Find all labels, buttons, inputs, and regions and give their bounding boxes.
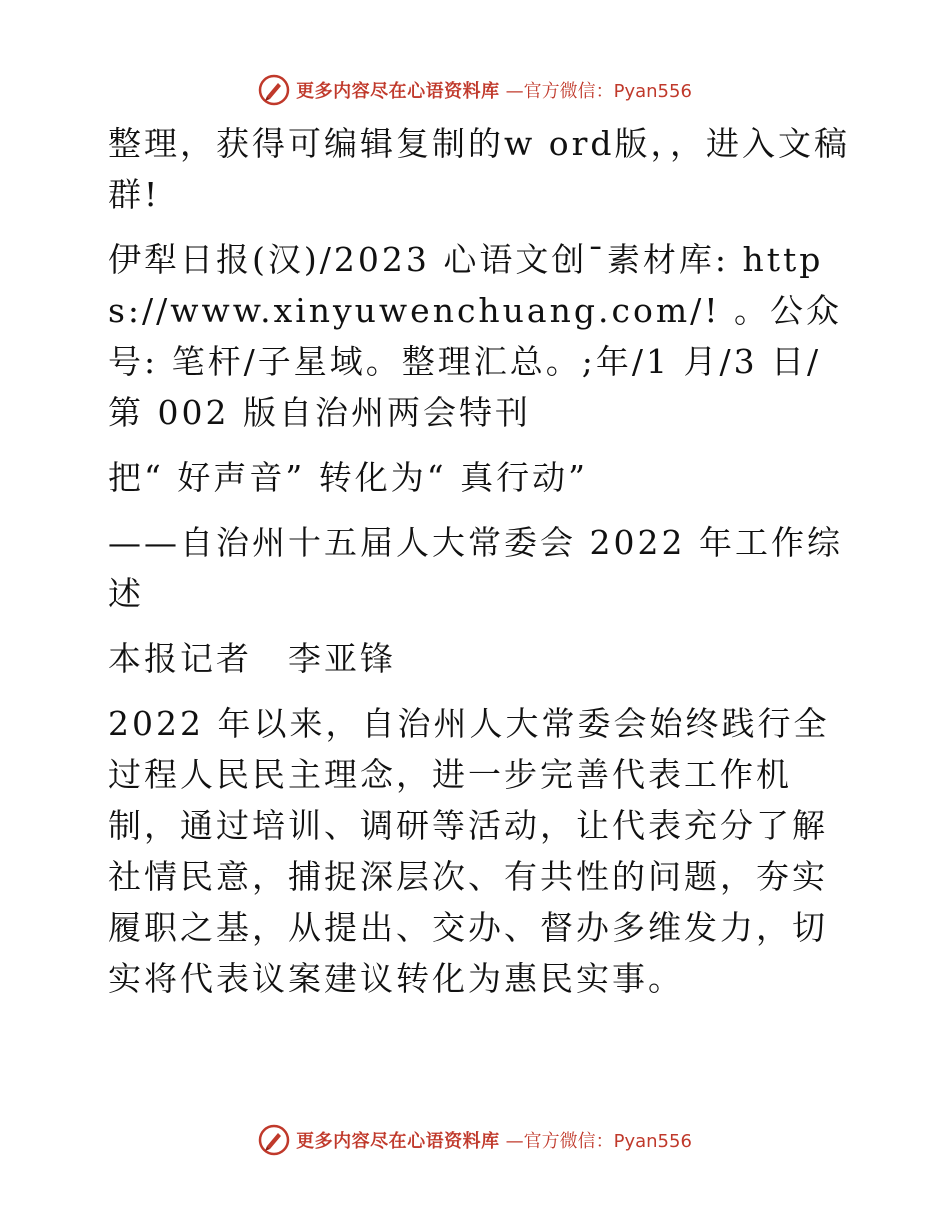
pen-logo-icon [258, 74, 290, 106]
article-title: 把“ 好声音” 转化为“ 真行动” [108, 458, 588, 497]
banner-main-text: 更多内容尽在心语资料库 [296, 81, 500, 102]
banner-sub-text: —官方微信：Pyan556 [505, 81, 692, 102]
intro-paragraph: 整理，获得可编辑复制的w ord版，，进入文稿群! [108, 124, 851, 214]
footer-watermark-banner [0, 1120, 950, 1160]
banner-main-text: 更多内容尽在心语资料库 [296, 1131, 500, 1152]
article-subtitle: ——自治州十五届人大常委会 2022 年工作综述 [108, 523, 843, 613]
source-paragraph: 伊犁日报(汉)/2023 心语文创¯素材库: https://www.xinyuwenchuang.com/! 。公众号: 笔杆/子星域。整理汇总。;年/1 月/3 日/第 002 版自治州两会特刊 [108, 240, 842, 432]
article-byline: 本报记者 李亚锋 [108, 639, 396, 678]
document-body [96, 118, 856, 1018]
header-watermark-banner [0, 70, 950, 110]
pen-logo-icon [258, 1124, 290, 1156]
article-body-paragraph: 2022 年以来，自治州人大常委会始终践行全过程人民民主理念，进一步完善代表工作机制，通过培训、调研等活动，让代表充分了解社情民意，捕捉深层次、有共性的问题，夯实履职之基，从提出、交办、督办多维发力，切实将代表议案建议转化为惠民实事。 [108, 704, 830, 998]
banner-sub-text: —官方微信：Pyan556 [505, 1131, 692, 1152]
